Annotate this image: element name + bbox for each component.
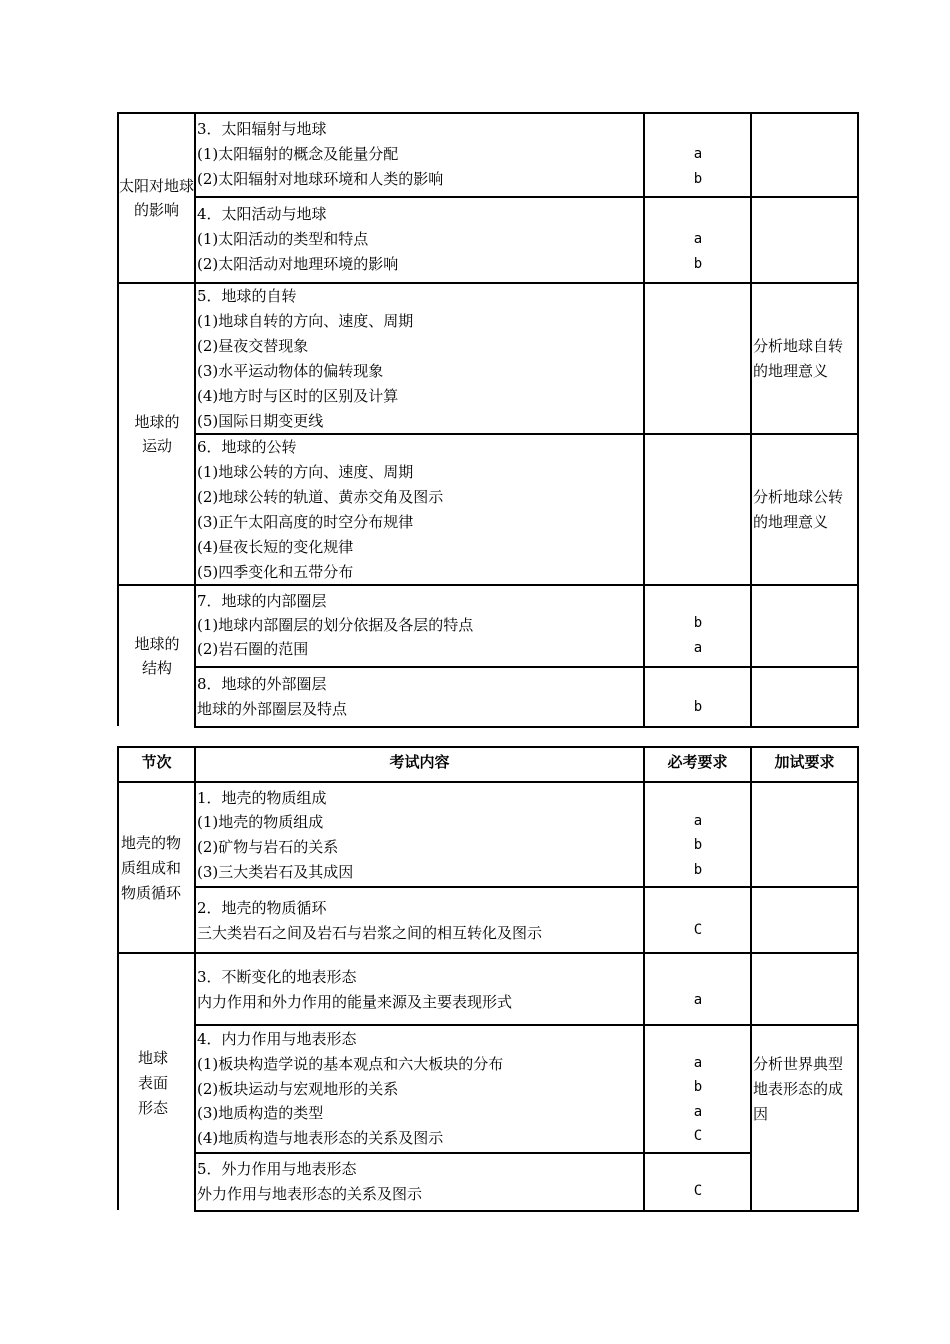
table-border: [194, 112, 196, 728]
topic-item: 内力作用和外力作用的能量来源及主要表现形式: [197, 993, 513, 1011]
required-grade: C: [693, 922, 703, 938]
required-grade: a: [693, 813, 703, 829]
required-grade: a: [693, 992, 703, 1008]
required-grade: b: [693, 1079, 703, 1095]
section-name: 太阳对地球的影响: [119, 177, 195, 219]
section-name: 地球的结构: [134, 635, 180, 677]
topic-item: (2)板块运动与宏观地形的关系: [197, 1080, 399, 1098]
topic-title: 5．地球的自转: [197, 287, 297, 305]
table-border: [750, 112, 752, 728]
topic-item: (2)太阳辐射对地球环境和人类的影响: [197, 170, 444, 188]
topic-item: (4)昼夜长短的变化规律: [197, 538, 354, 556]
header-section: 节次: [141, 753, 172, 771]
table-border: [117, 746, 119, 1210]
topic-item: (3)水平运动物体的偏转现象: [197, 362, 384, 380]
required-grade: b: [693, 171, 703, 187]
required-grade: b: [693, 862, 703, 878]
extra-requirement: 分析地球自转的地理意义: [753, 337, 844, 380]
topic-title: 1．地壳的物质组成: [197, 789, 327, 807]
header-extra: 加试要求: [774, 753, 835, 771]
topic-item: (2)矿物与岩石的关系: [197, 838, 339, 856]
topic-item: (1)地壳的物质组成: [197, 813, 324, 831]
topic-item: (1)板块构造学说的基本观点和六大板块的分布: [197, 1055, 504, 1073]
table-border: [750, 746, 752, 1212]
header-required: 必考要求: [667, 753, 728, 771]
table-border: [194, 1152, 752, 1154]
topic-item: (5)国际日期变更线: [197, 412, 324, 430]
topic-item: (1)太阳辐射的概念及能量分配: [197, 145, 399, 163]
table-border: [194, 746, 196, 1212]
topic-item: (2)岩石圈的范围: [197, 640, 309, 658]
required-grade: a: [693, 1055, 703, 1071]
required-grade: a: [693, 231, 703, 247]
topic-item: (1)地球自转的方向、速度、周期: [197, 312, 414, 330]
topic-item: (3)三大类岩石及其成因: [197, 863, 354, 881]
table-border: [194, 196, 859, 198]
required-grade: b: [693, 699, 703, 715]
required-grade: a: [693, 640, 703, 656]
table-border: [117, 781, 859, 783]
table-border: [117, 952, 859, 954]
topic-item: (1)地球公转的方向、速度、周期: [197, 463, 414, 481]
topic-item: (1)地球内部圈层的划分依据及各层的特点: [197, 616, 474, 634]
topic-title: 2．地壳的物质循环: [197, 899, 327, 917]
table-border: [194, 666, 859, 668]
table-border: [117, 112, 859, 114]
topic-item: (4)地方时与区时的区别及计算: [197, 387, 399, 405]
required-grade: a: [693, 1104, 703, 1120]
table-border: [857, 746, 859, 1212]
topic-title: 4．太阳活动与地球: [197, 205, 327, 223]
table-border: [643, 112, 645, 728]
table-border: [194, 1210, 859, 1212]
table-border: [194, 726, 859, 728]
topic-item: 三大类岩石之间及岩石与岩浆之间的相互转化及图示: [197, 924, 543, 942]
table-border: [643, 746, 645, 1212]
section-name: 地球表面形态: [138, 1049, 169, 1117]
topic-title: 7．地球的内部圈层: [197, 592, 327, 610]
topic-item: (3)正午太阳高度的时空分布规律: [197, 513, 414, 531]
topic-title: 6．地球的公转: [197, 438, 297, 456]
topic-item: (3)地质构造的类型: [197, 1104, 324, 1122]
section-name: 地球的运动: [134, 413, 180, 455]
topic-item: 地球的外部圈层及特点: [197, 700, 348, 718]
topic-item: (4)地质构造与地表形态的关系及图示: [197, 1129, 444, 1147]
topic-title: 8．地球的外部圈层: [197, 675, 327, 693]
header-content: 考试内容: [389, 753, 450, 771]
topic-title: 3．不断变化的地表形态: [197, 968, 357, 986]
topic-title: 3．太阳辐射与地球: [197, 120, 327, 138]
table-border: [194, 1024, 859, 1026]
topic-item: (2)昼夜交替现象: [197, 337, 309, 355]
topic-item: (1)太阳活动的类型和特点: [197, 230, 369, 248]
table-border: [857, 112, 859, 728]
required-grade: C: [693, 1128, 703, 1144]
topic-item: (5)四季变化和五带分布: [197, 563, 354, 581]
required-grade: b: [693, 256, 703, 272]
required-grade: a: [693, 146, 703, 162]
section-name: 地壳的物质组成和物质循环: [121, 834, 182, 902]
required-grade: b: [693, 615, 703, 631]
topic-item: 外力作用与地表形态的关系及图示: [197, 1185, 423, 1203]
table-border: [194, 886, 859, 888]
topic-title: 5．外力作用与地表形态: [197, 1160, 357, 1178]
topic-item: (2)太阳活动对地理环境的影响: [197, 255, 399, 273]
topic-item: (2)地球公转的轨道、黄赤交角及图示: [197, 488, 444, 506]
required-grade: C: [693, 1183, 703, 1199]
required-grade: b: [693, 837, 703, 853]
topic-title: 4．内力作用与地表形态: [197, 1030, 357, 1048]
extra-requirement: 分析世界典型地表形态的成因: [753, 1055, 844, 1123]
extra-requirement: 分析地球公转的地理意义: [753, 488, 844, 531]
